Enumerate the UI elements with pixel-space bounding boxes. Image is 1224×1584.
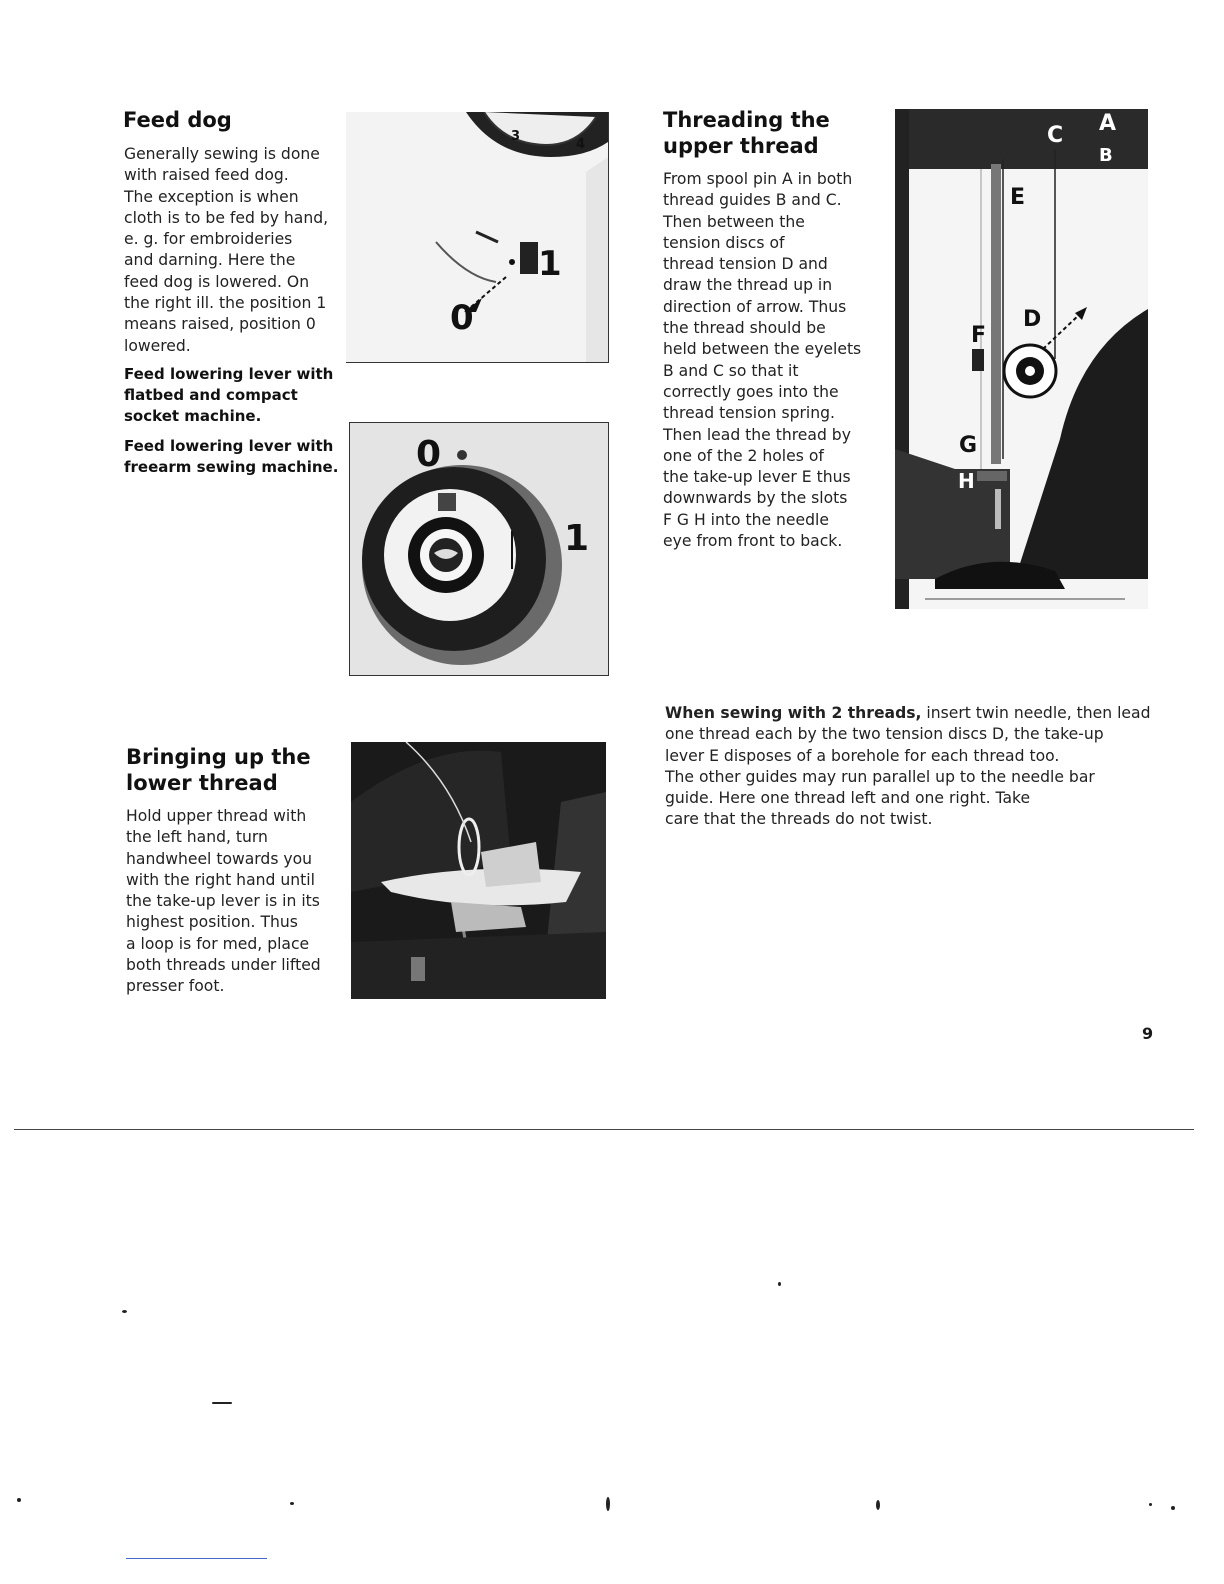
scan-speck [778, 1282, 781, 1286]
position-lowered-label: 0 [450, 298, 474, 338]
scan-speck [606, 1497, 610, 1511]
scan-speck [122, 1310, 127, 1313]
label-b: B [1099, 145, 1113, 166]
dial-mark-3: 3 [511, 129, 521, 144]
footer-underline [126, 1558, 267, 1559]
flatbed-lever-figure [346, 112, 609, 363]
threading-heading-line2: upper thread [663, 134, 819, 158]
scan-speck [1149, 1503, 1152, 1506]
scan-speck [17, 1498, 21, 1502]
freearm-lever-figure [349, 422, 609, 676]
lower-thread-heading-line1: Bringing up the [126, 745, 311, 769]
label-h: H [958, 469, 975, 493]
position-raised-label: 1 [564, 518, 590, 559]
two-threads-rest: one thread each by the two tension discs D, the take-up lever E disposes of a borehole for each thread too. The other guides may run parallel up to the needle bar guide. Here one thread left and one right. Take care that the threads do not twist. [665, 725, 1104, 829]
scan-edge-line [14, 1129, 1194, 1130]
threading-body: From spool pin A in both thread guides B and C. Then between the tension discs of thread tension D and draw the thread up in direction of arrow. Thus the thread should be held between the eyelets B and C so that it correctly goes into the thread tension spring. Then lead the thread by one of the 2 holes of the take-up lever E thus downwards by the slots F G H into the needle eye from front to back. [663, 170, 862, 551]
label-f: F [971, 323, 987, 348]
label-e: E [1010, 185, 1026, 210]
scan-speck [212, 1402, 232, 1404]
position-raised-label: 1 [538, 244, 562, 284]
lower-thread-illustration [351, 742, 606, 999]
threading-heading-line1: Threading the [663, 108, 830, 132]
scan-speck [290, 1502, 294, 1505]
label-a: A [1099, 111, 1117, 136]
lower-thread-heading [126, 744, 311, 796]
lower-thread-figure [351, 742, 606, 999]
caption-flatbed: Feed lowering lever with flatbed and compact socket machine. [124, 365, 334, 425]
flatbed-lever-illustration [346, 112, 608, 362]
caption-freearm: Feed lowering lever with freearm sewing machine. [124, 437, 339, 476]
label-d: D [1023, 307, 1042, 332]
two-threads-lead: When sewing with 2 threads, [665, 704, 922, 722]
two-threads-first-line: insert twin needle, then lead [921, 704, 1151, 722]
scan-speck [876, 1500, 880, 1510]
label-g: G [959, 433, 978, 458]
page-number: 9 [1142, 1024, 1154, 1043]
threading-figure [895, 109, 1148, 609]
lower-thread-body: Hold upper thread with the left hand, turn handwheel towards you with the right hand until the take-up lever is in its highest position. Thus a loop is for med, place both threads under lifted presser foot. [126, 807, 321, 996]
lower-thread-heading-line2: lower thread [126, 771, 278, 795]
feed-dog-heading: Feed dog [123, 108, 232, 132]
two-threads-paragraph [665, 703, 1165, 831]
threading-illustration [895, 109, 1148, 609]
threading-heading [663, 107, 830, 159]
label-c: C [1047, 123, 1064, 148]
scan-speck [1171, 1506, 1175, 1510]
feed-dog-body: Generally sewing is done with raised feed dog. The exception is when cloth is to be fed by hand, e. g. for embroideries and darning. Here the feed dog is lowered. On the right ill. the position 1 means raised, position 0 lowered. [124, 145, 329, 355]
dial-mark-4: 4 [576, 137, 586, 152]
position-lowered-label: 0 [416, 434, 442, 475]
